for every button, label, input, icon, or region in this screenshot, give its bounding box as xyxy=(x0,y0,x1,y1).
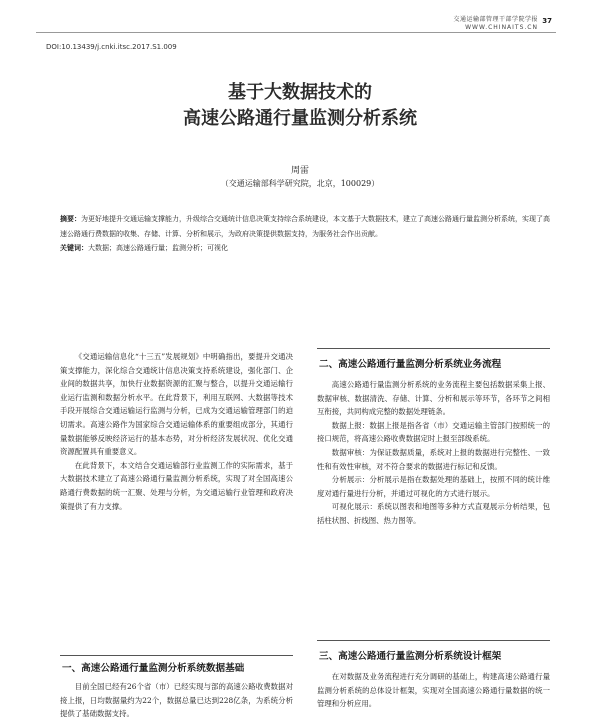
title-line-2: 高速公路通行量监测分析系统 xyxy=(183,108,417,129)
section-2-title: 二、高速公路通行量监测分析系统业务流程 xyxy=(319,359,502,370)
section-1-paragraph: 目前全国已经有26个省（市）已经实现与部的高速公路收费数据对接上报，日均数据量约为22个，数据总量已达到228亿条，为系统分析提供了基础数据支持。 xyxy=(60,682,293,719)
section-3-title: 三、高速公路通行量监测分析系统设计框架 xyxy=(319,651,502,662)
intro-paragraph-2: 在此背景下，本文结合交通运输部行业监测工作的实际需求，基于大数据技术建立了高速公路通行量监测分析系统，实现了对全国高速公路通行费数据的统一汇聚、处理与分析，为交通运输行业管理和政府决策提供了有力支撑。 xyxy=(60,460,293,511)
doi: DOI:10.13439/j.cnki.itsc.2017.S1.009 xyxy=(46,43,177,51)
affiliation: （交通运输部科学研究院，北京，100029） xyxy=(220,179,380,188)
journal-name: 交通运输部管理干部学院学报 xyxy=(453,16,538,23)
header-rule xyxy=(36,32,556,33)
section-2-paragraph-2: 数据上报：数据上报是指各省（市）交通运输主管部门按照统一的接口规范，将高速公路收费数据定时上报至部级系统。 xyxy=(317,420,550,444)
keywords-text: 大数据；高速公路通行量；监测分析；可视化 xyxy=(88,244,228,252)
section-2-body xyxy=(317,378,550,528)
section-2-paragraph-4: 分析展示：分析展示是指在数据处理的基础上，按照不同的统计维度对通行量进行分析，并通过可视化的方式进行展示。 xyxy=(317,475,550,498)
title-line-1: 基于大数据技术的 xyxy=(228,82,372,103)
left-column xyxy=(60,350,293,513)
section-1-rule xyxy=(60,655,293,656)
intro-paragraph-1: 《交通运输信息化“十三五”发展规划》中明确指出，要提升交通决策支撑能力，深化综合交通统计信息决策支持系统建设，强化部门、企业间的数据共享，加快行业数据资源的汇聚与整合，以提升交通运输行业运行监测和数据分析水平。在此背景下，利用互联网、大数据等技术手段开展综合交通运输运行监测与分析，已成为交通运输管理部门的迫切需求。高速公路作为国家综合交通运输体系的重要组成部分，其通行量数据能够反映经济运行的基本态势，对分析经济发展状况、优化交通资源配置具有重要意义。 xyxy=(60,352,293,457)
abstract xyxy=(60,212,550,242)
section-2-paragraph-5: 可视化展示：系统以图表和地图等多种方式直观展示分析结果，包括柱状图、折线图、热力图等。 xyxy=(317,502,550,525)
abstract-label: 摘要： xyxy=(60,215,81,223)
section-1-title: 一、高速公路通行量监测分析系统数据基础 xyxy=(62,663,245,674)
section-3-paragraph: 在对数据及业务流程进行充分调研的基础上，构建高速公路通行量监测分析系统的总体设计框架，实现对全国高速公路通行量数据的统一管理和分析应用。 xyxy=(317,672,550,709)
page-number: 37 xyxy=(542,17,552,25)
author: 周雷 xyxy=(290,166,309,176)
section-2-rule xyxy=(317,348,550,349)
section-1-body xyxy=(60,680,293,721)
section-2-paragraph-1: 高速公路通行量监测分析系统的业务流程主要包括数据采集上报、数据审核、数据清洗、存储、计算、分析和展示等环节，各环节之间相互衔接，共同构成完整的数据处理链条。 xyxy=(317,380,550,417)
section-3-rule xyxy=(317,640,550,641)
section-2-paragraph-3: 数据审核：为保证数据质量，系统对上报的数据进行完整性、一致性和有效性审核，对不符合要求的数据进行标记和反馈。 xyxy=(317,447,550,471)
abstract-text: 为更好地提升交通运输支撑能力，升级综合交通统计信息决策支持综合系统建设，本文基于大数据技术，建立了高速公路通行量监测分析系统，实现了高速公路通行费数据的收集、存储、计算、分析和展示，为政府决策提供数据支持，为服务社会作出贡献。 xyxy=(60,215,550,238)
keywords xyxy=(60,242,550,254)
keywords-label: 关键词： xyxy=(60,244,88,252)
journal-website: WWW.CHINAITS.CN xyxy=(465,24,538,31)
